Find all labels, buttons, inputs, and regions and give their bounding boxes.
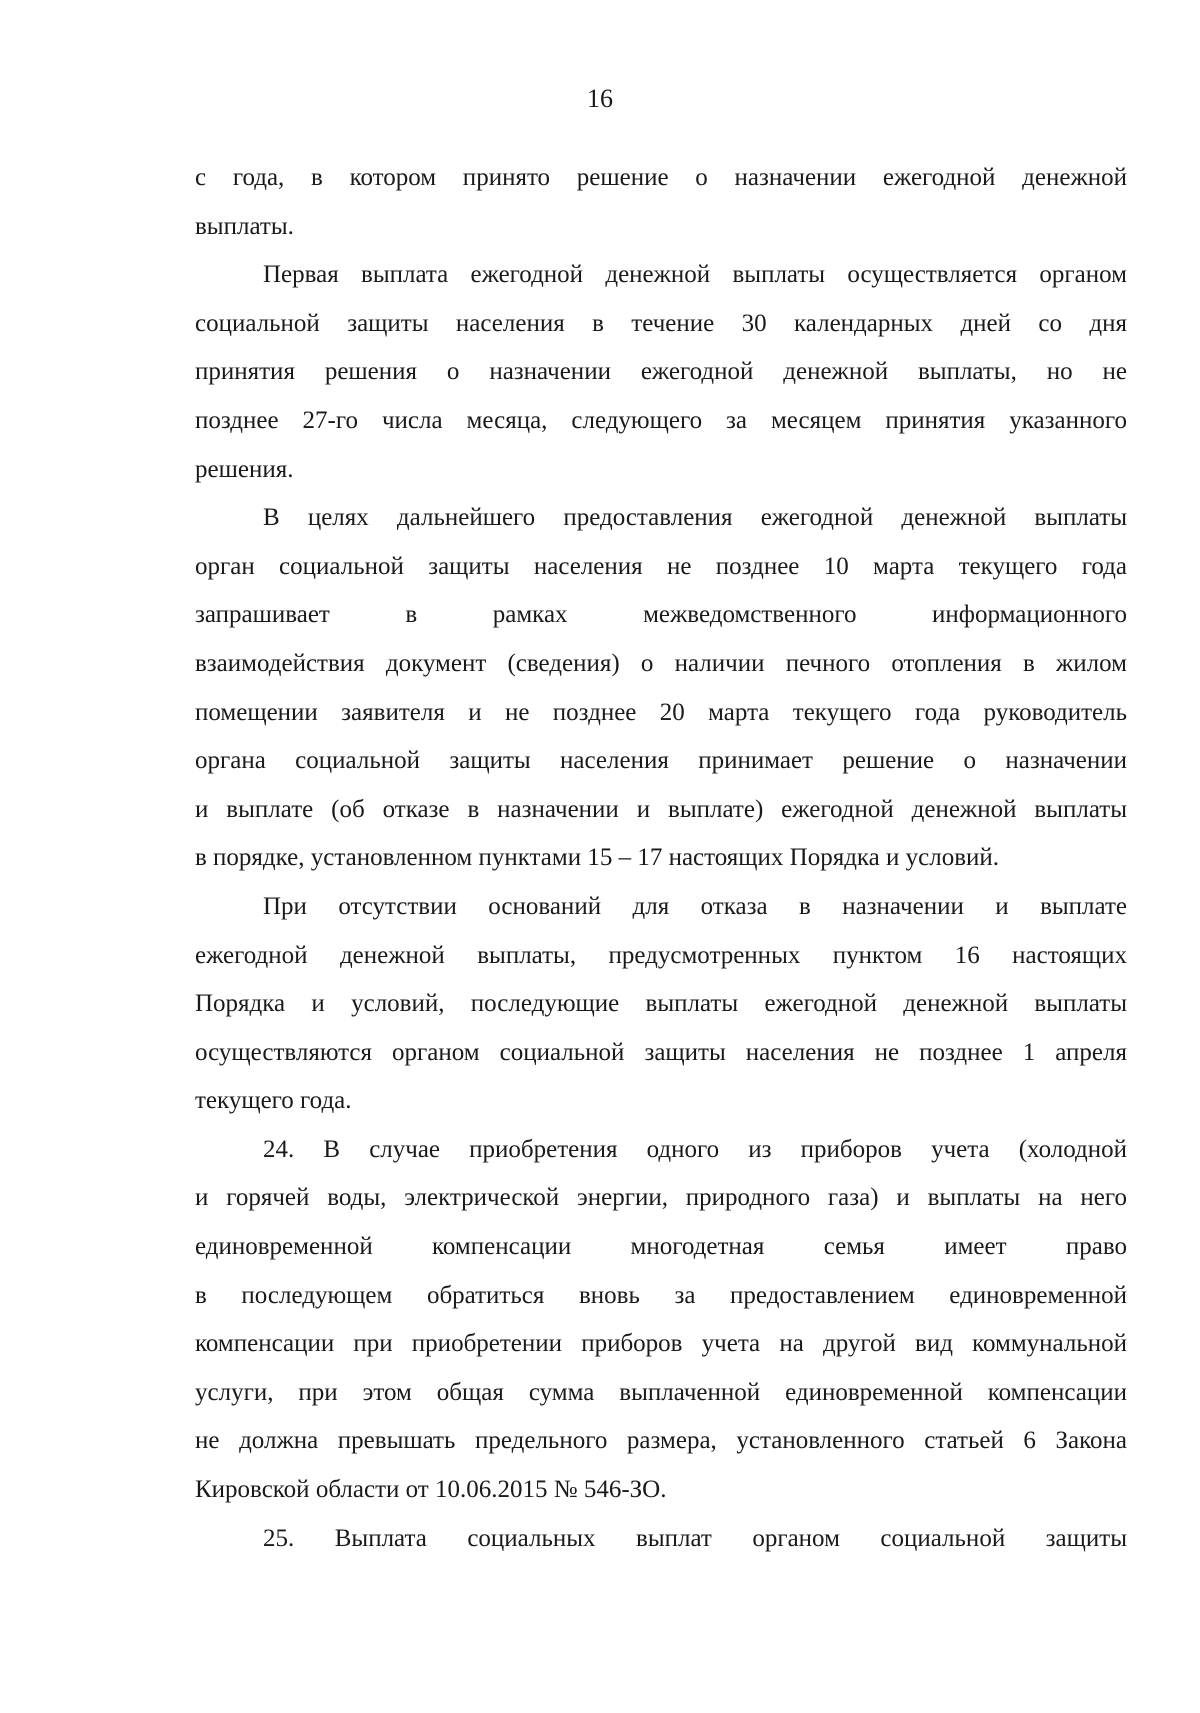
text-line: взаимодействия документ (сведения) о наличии печного отопления в жилом: [195, 649, 1127, 677]
text-line: в порядке, установленном пунктами 15 – 17 настоящих Порядка и условий.: [195, 844, 1000, 872]
text-line: ежегодной денежной выплаты, предусмотренных пунктом 16 настоящих: [195, 941, 1127, 969]
text-line: осуществляются органом социальной защиты населения не позднее 1 апреля: [195, 1038, 1127, 1066]
text-line: При отсутствии оснований для отказа в назначении и выплате: [263, 892, 1127, 920]
text-line: 25. Выплата социальных выплат органом социальной защиты: [263, 1524, 1127, 1552]
text-line: Порядка и условий, последующие выплаты ежегодной денежной выплаты: [195, 990, 1127, 1018]
text-line: принятия решения о назначении ежегодной денежной выплаты, но не: [195, 358, 1127, 386]
text-line: и горячей воды, электрической энергии, природного газа) и выплаты на него: [195, 1184, 1127, 1212]
text-line: компенсации при приобретении приборов учета на другой вид коммунальной: [195, 1330, 1127, 1358]
paragraph: [195, 154, 1127, 251]
text-line: выплаты.: [195, 212, 294, 240]
text-line: Кировской области от 10.06.2015 № 546-ЗО.: [195, 1476, 667, 1504]
paragraph: [195, 1515, 1127, 1564]
text-line: социальной защиты населения в течение 30 календарных дней со дня: [195, 309, 1127, 337]
text-line: услуги, при этом общая сумма выплаченной единовременной компенсации: [195, 1378, 1127, 1406]
text-line: в последующем обратиться вновь за предоставлением единовременной: [195, 1281, 1127, 1309]
paragraph: [195, 494, 1127, 883]
document-body: [195, 154, 1127, 1563]
text-line: 24. В случае приобретения одного из приборов учета (холодной: [263, 1135, 1127, 1163]
text-line: Первая выплата ежегодной денежной выплаты осуществляется органом: [263, 261, 1127, 289]
text-line: В целях дальнейшего предоставления ежегодной денежной выплаты: [263, 504, 1127, 532]
text-line: не должна превышать предельного размера, установленного статьей 6 Закона: [195, 1427, 1127, 1455]
text-line: текущего года.: [195, 1087, 352, 1115]
paragraph: [195, 883, 1127, 1126]
text-line: запрашивает в рамках межведомственного информационного: [195, 601, 1127, 629]
text-line: решения.: [195, 455, 294, 483]
text-line: с года, в котором принято решение о назначении ежегодной денежной: [195, 164, 1127, 191]
paragraph: [195, 251, 1127, 494]
page-number: 16: [587, 84, 613, 113]
text-line: и выплате (об отказе в назначении и выплате) ежегодной денежной выплаты: [195, 795, 1127, 823]
text-line: орган социальной защиты населения не позднее 10 марта текущего года: [195, 552, 1127, 580]
text-line: органа социальной защиты населения принимает решение о назначении: [195, 747, 1127, 775]
text-line: помещении заявителя и не позднее 20 марта текущего года руководитель: [195, 698, 1127, 726]
text-line: единовременной компенсации многодетная семья имеет право: [195, 1233, 1127, 1261]
paragraph: [195, 1126, 1127, 1515]
text-line: позднее 27-го числа месяца, следующего за месяцем принятия указанного: [195, 406, 1127, 434]
